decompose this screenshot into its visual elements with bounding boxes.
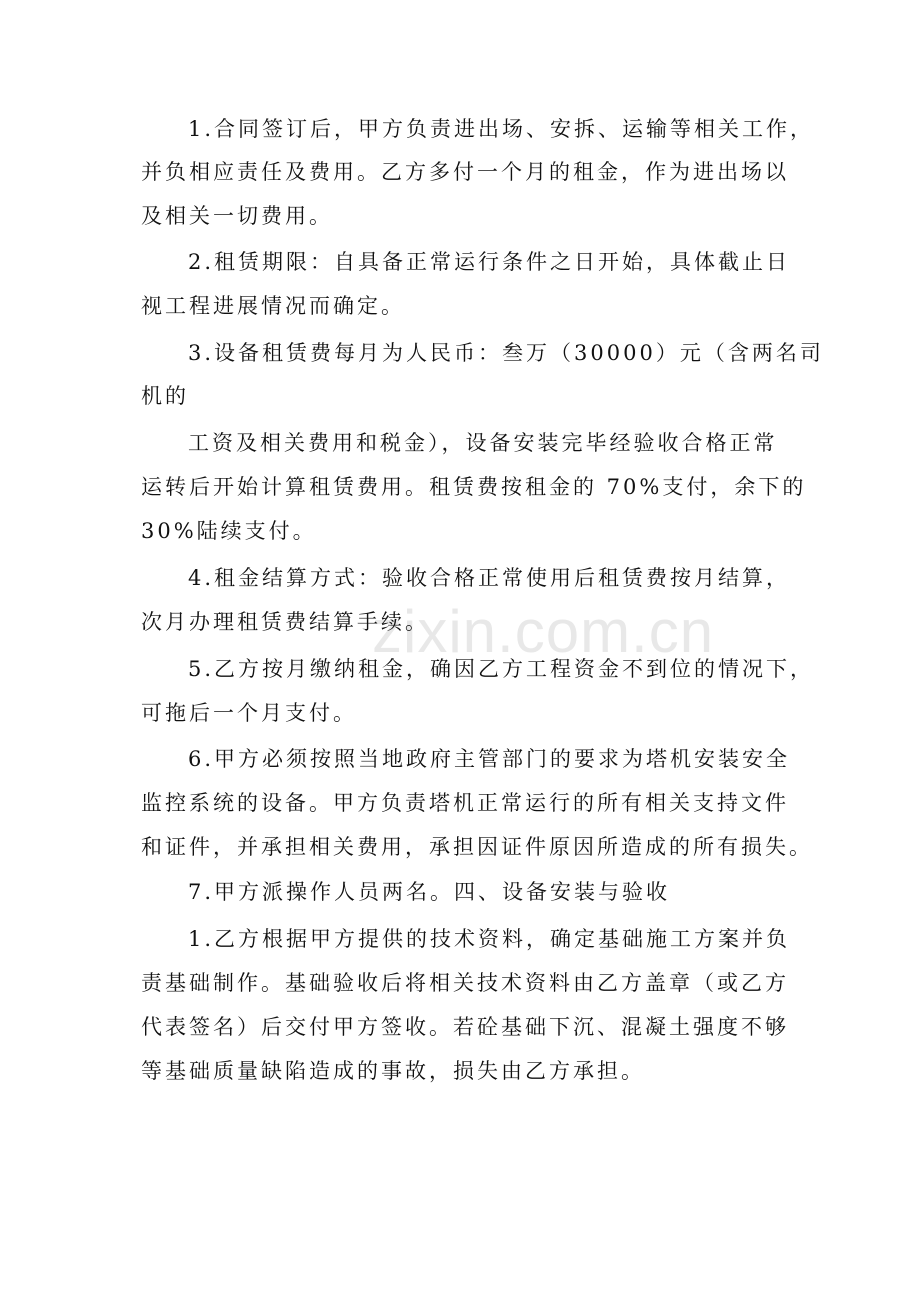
text-line: 运转后开始计算租赁费用。租赁费按租金的 70%支付，余下的 (141, 475, 807, 499)
text-line: 5.乙方按月缴纳租金，确因乙方工程资金不到位的情况下， (188, 657, 815, 681)
text-line: 监控系统的设备。甲方负责塔机正常运行的所有相关支持文件 (141, 791, 789, 815)
text-line: 责基础制作。基础验收后将相关技术资料由乙方盖章（或乙方 (141, 971, 789, 995)
text-line: 1.乙方根据甲方提供的技术资料，确定基础施工方案并负 (188, 927, 791, 951)
text-line: 7.甲方派操作人员两名。四、设备安装与验收 (188, 880, 671, 904)
text-line: 可拖后一个月支付。 (141, 701, 357, 725)
text-line: 视工程进展情况而确定。 (141, 294, 405, 318)
text-line: 4.租金结算方式：验收合格正常使用后租赁费按月结算， (188, 566, 791, 590)
text-line: 3.设备租赁费每月为人民币：叁万（30000）元（含两名司 (188, 341, 824, 365)
text-line: 1.合同签订后，甲方负责进出场、安拆、运输等相关工作， (188, 117, 815, 141)
text-line: 机的 (141, 384, 189, 408)
text-line: 及相关一切费用。 (141, 204, 333, 228)
text-line: 30%陆续支付。 (141, 519, 317, 543)
text-line: 6.甲方必须按照当地政府主管部门的要求为塔机安装安全 (188, 747, 791, 771)
text-line: 并负相应责任及费用。乙方多付一个月的租金，作为进出场以 (141, 160, 789, 184)
text-line: 和证件，并承担相关费用，承担因证件原因所造成的所有损失。 (141, 835, 813, 859)
watermark: zixin.com.cn (372, 598, 715, 665)
text-line: 等基础质量缺陷造成的事故，损失由乙方承担。 (141, 1059, 645, 1083)
text-line: 代表签名）后交付甲方签收。若砼基础下沉、混凝土强度不够 (141, 1015, 789, 1039)
text-line: 2.租赁期限：自具备正常运行条件之日开始，具体截止日 (188, 250, 791, 274)
text-line: 工资及相关费用和税金），设备安装完毕经验收合格正常 (188, 431, 778, 455)
text-line: 次月办理租赁费结算手续。 (141, 610, 429, 634)
